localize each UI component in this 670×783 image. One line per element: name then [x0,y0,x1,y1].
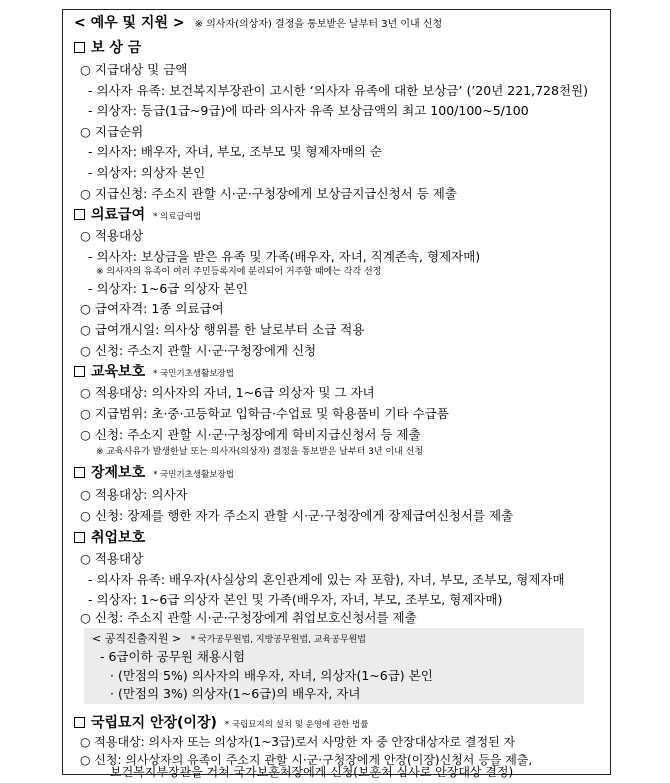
square-bullet-icon [74,366,85,377]
compensation-eligibility-label: ○ 지급대상 및 금액 [80,62,188,77]
box-item-1: - 6급이하 공무원 채용시험 [100,649,246,664]
funeral-apply: ○ 신청: 장제를 행한 자가 주소지 관할 시·군·구청장에게 장제급여신청서를 제출 [80,508,514,523]
box-item-2: · (만점의 5%) 의사자의 배우자, 자녀, 의상자(1~6급) 본인 [110,668,433,683]
compensation-heading-row [74,38,614,58]
section-title-row [74,13,614,33]
square-bullet-icon [74,532,85,543]
cemetery-heading: 국립묘지 안장(이장) [91,715,217,731]
cemetery-apply-1: ○ 신청: 의사상자의 유족이 주소지 관할 시·군·구청장에게 안장(이장)신청서 등을 제출, [80,753,533,767]
education-note: ※ 교육사유가 발생한날 또는 의사자(의상자) 결정을 통보받은 날부터 3년 이내 신청 [96,447,424,457]
education-heading-row [74,362,614,382]
cemetery-heading-row [74,713,614,733]
employment-apply: ○ 신청: 주소지 관할 시·군·구청장에게 취업보호신청서를 제출 [80,610,417,625]
box-item-3: · (만점의 3%) 의상자(1~6급)의 배우자, 자녀 [110,686,361,701]
medical-start: ○ 급여개시일: 의사상 행위를 한 날로부터 소급 적용 [80,322,365,337]
medical-qualification: ○ 급여자격: 1종 의료급여 [80,301,224,316]
employment-target-2: - 의상자: 1~6급 의상자 본인 및 가족(배우자, 자녀, 부모, 조부모, 형제자매) [88,592,503,607]
employment-heading-row [74,528,614,548]
medical-target-1: - 의사자: 보상금을 받은 유족 및 가족(배우자, 자녀, 직계존속, 형제자매) [88,249,481,264]
education-heading: 교육보호 [91,364,146,380]
employment-target-1: - 의사자 유족: 배우자(사실상의 혼인관계에 있는 자 포함), 자녀, 부모, 조부모, 형제자매 [88,572,565,587]
box-title: < 공직진출지원 > [92,632,182,645]
education-scope: ○ 지급범위: 초·중·고등학교 입학금·수업료 및 학용품비 기타 수급품 [80,406,449,421]
funeral-law: * 국민기초생활보장법 [153,470,234,480]
employment-heading: 취업보호 [91,530,146,546]
square-bullet-icon [74,467,85,478]
compensation-apply: ○ 지급신청: 주소지 관할 시·군·구청장에게 보상금지급신청서 등 제출 [80,186,457,201]
square-bullet-icon [74,42,85,53]
compensation-order-1: - 의사자: 배우자, 자녀, 부모, 조부모 및 형제자매의 순 [88,144,382,159]
section-title: < 예우 및 지원 > [74,15,185,31]
square-bullet-icon [74,717,85,728]
compensation-heading: 보 상 금 [91,40,142,56]
education-apply: ○ 신청: 주소지 관할 시·군·구청장에게 학비지급신청서 등 제출 [80,427,421,442]
title-note: ※ 의사자(의상자) 결정을 통보받은 날부터 3년 이내 신청 [194,19,443,30]
medical-heading-row [74,205,614,225]
education-law: * 국민기초생활보장법 [153,369,234,379]
square-bullet-icon [74,209,85,220]
compensation-order-label: ○ 지급순위 [80,124,144,139]
compensation-eligibility-2: - 의상자: 등급(1급~9급)에 따라 의사자 유족 보상금액의 최고 100/100~5/100 [88,103,529,118]
box-title-row [92,629,580,649]
medical-target-label: ○ 적용대상 [80,228,144,243]
funeral-target: ○ 적용대상: 의사자 [80,487,188,502]
medical-target-note: ※ 의사자의 유족이 여러 주민등록지에 분리되어 거주할 때에는 각각 선정 [96,267,382,277]
medical-law: * 의료급여법 [153,212,202,222]
education-target: ○ 적용대상: 의사자의 자녀, 1~6급 의상자 및 그 자녀 [80,385,375,400]
employment-target-label: ○ 적용대상 [80,551,144,566]
compensation-order-2: - 의상자: 의상자 본인 [88,165,206,180]
compensation-eligibility-1: - 의사자 유족: 보건복지부장관이 고시한 ‘의사자 유족에 대한 보상금’ (’20년 221,728천원) [88,83,588,98]
cemetery-apply-2: 보건복지부장관을 거쳐 국가보훈처장에게 신청(보훈처 심사로 안장대상 결정) [110,765,514,779]
medical-target-2: - 의상자: 1~6급 의상자 본인 [88,281,248,296]
medical-heading: 의료급여 [91,207,146,223]
public-service-support-box [84,628,584,704]
funeral-heading: 장제보호 [91,465,146,481]
cemetery-law: * 국립묘지의 설치 및 운영에 관한 법률 [224,720,369,730]
funeral-heading-row [74,463,614,483]
cemetery-target: ○ 적용대상: 의사자 또는 의상자(1~3급)로서 사망한 자 중 안장대상자로 결정된 자 [80,735,516,749]
box-law: * 국가공무원법, 지방공무원법, 교육공무원법 [190,635,366,645]
medical-apply: ○ 신청: 주소지 관할 시·군·구청장에게 신청 [80,343,317,358]
